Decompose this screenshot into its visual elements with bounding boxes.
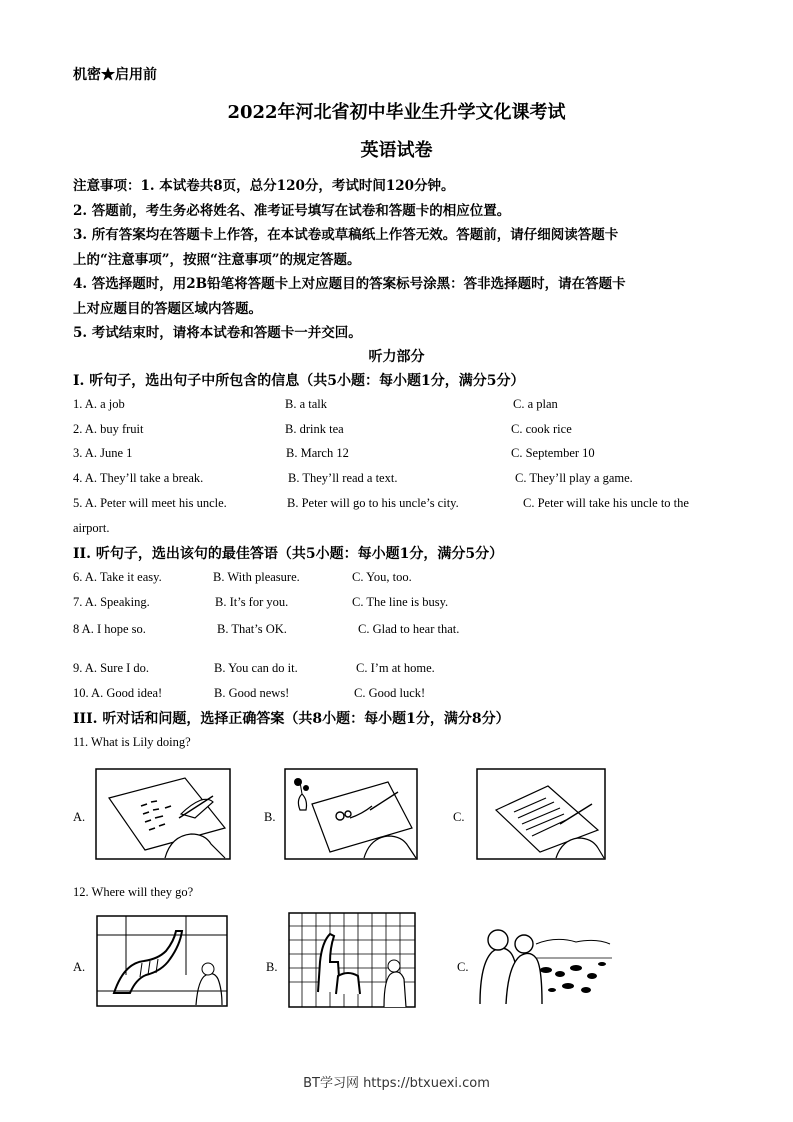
q6-option-c: C. You, too. <box>352 570 412 584</box>
q5-option-c: C. Peter will take his uncle to the <box>523 496 689 510</box>
q6-option-a: 6. A. Take it easy. <box>73 570 162 584</box>
q4-option-a: 4. A. They’ll take a break. <box>73 471 204 485</box>
q12-picture-a <box>96 915 228 1007</box>
q1-option-c: C. a plan <box>513 397 558 411</box>
q1-option-b: B. a talk <box>285 397 328 411</box>
notice-line: 5. 考试结束时，请将本试卷和答题卡一并交回。 <box>73 325 362 341</box>
q12-picture-b <box>288 912 416 1008</box>
q6-option-b: B. With pleasure. <box>213 570 300 584</box>
q11-picture-b <box>284 768 418 860</box>
q7-option-b: B. It’s for you. <box>215 595 289 609</box>
exam-subtitle: 英语试卷 <box>360 140 433 161</box>
q5-option-b: B. Peter will go to his uncle’s city. <box>287 496 459 510</box>
q10-option-a: 10. A. Good idea! <box>73 686 163 700</box>
section-2-heading: II. 听句子，选出该句的最佳答语（共5小题：每小题1分，满分5分） <box>73 546 504 562</box>
q10-option-b: B. Good news! <box>214 686 290 700</box>
section-3-heading: III. 听对话和问题，选择正确答案（共8小题：每小题1分，满分8分） <box>73 711 510 727</box>
notice-line: 4. 答选择题时，用2B铅笔将答题卡上对应题目的答案标号涂黑：答非选择题时，请在答题卡 <box>73 276 626 292</box>
q3-option-c: C. September 10 <box>511 446 595 460</box>
q5-option-c-continued: airport. <box>73 521 110 535</box>
q3-option-a: 3. A. June 1 <box>73 446 133 460</box>
q12-label-c: C. <box>457 960 469 974</box>
q12-question: 12. Where will they go? <box>73 885 194 899</box>
q8-option-b: B. That’s OK. <box>217 622 287 636</box>
q9-option-b: B. You can do it. <box>214 661 298 675</box>
q4-option-b: B. They’ll read a text. <box>288 471 398 485</box>
q12-label-a: A. <box>73 960 86 974</box>
notice-line: 注意事项：1. 本试卷共8页，总分120分，考试时间120分钟。 <box>73 178 455 194</box>
q8-option-a: 8 A. I hope so. <box>73 622 146 636</box>
q9-option-c: C. I’m at home. <box>356 661 435 675</box>
q11-question: 11. What is Lily doing? <box>73 735 191 749</box>
q11-label-a: A. <box>73 810 86 824</box>
q11-label-b: B. <box>264 810 276 824</box>
q1-option-a: 1. A. a job <box>73 397 125 411</box>
q7-option-a: 7. A. Speaking. <box>73 595 150 609</box>
q11-picture-a <box>95 768 231 860</box>
q3-option-b: B. March 12 <box>286 446 349 460</box>
section-1-heading: Ⅰ. 听句子，选出句子中所包含的信息（共5小题：每小题1分，满分5分） <box>73 373 525 389</box>
q8-option-c: C. Glad to hear that. <box>358 622 460 636</box>
q7-option-c: C. The line is busy. <box>352 595 449 609</box>
q11-label-c: C. <box>453 810 465 824</box>
q4-option-c: C. They’ll play a game. <box>515 471 633 485</box>
q9-option-a: 9. A. Sure I do. <box>73 661 150 675</box>
q12-label-b: B. <box>266 960 278 974</box>
q10-option-c: C. Good luck! <box>354 686 426 700</box>
notice-line: 2. 答题前，考生务必将姓名、准考证号填写在试卷和答题卡的相应位置。 <box>73 203 511 219</box>
q2-option-c: C. cook rice <box>511 422 572 436</box>
q12-picture-c <box>476 918 612 1004</box>
notice-line: 上对应题目的答题区域内答题。 <box>73 301 262 317</box>
notice-line: 3. 所有答案均在答题卡上作答，在本试卷或草稿纸上作答无效。答题前，请仔细阅读答题卡 <box>73 227 619 243</box>
notice-line: 上的“注意事项”，按照“注意事项”的规定答题。 <box>73 252 361 268</box>
q11-picture-c <box>476 768 606 860</box>
footer-watermark: BT学习网 https://btxuexi.com <box>303 1076 490 1091</box>
q2-option-b: B. drink tea <box>285 422 344 436</box>
confidential-mark: 机密★启用前 <box>73 67 157 83</box>
q5-option-a: 5. A. Peter will meet his uncle. <box>73 496 227 510</box>
exam-title: 2022年河北省初中毕业生升学文化课考试 <box>227 102 566 123</box>
listening-part-heading: 听力部分 <box>368 349 425 365</box>
q2-option-a: 2. A. buy fruit <box>73 422 144 436</box>
